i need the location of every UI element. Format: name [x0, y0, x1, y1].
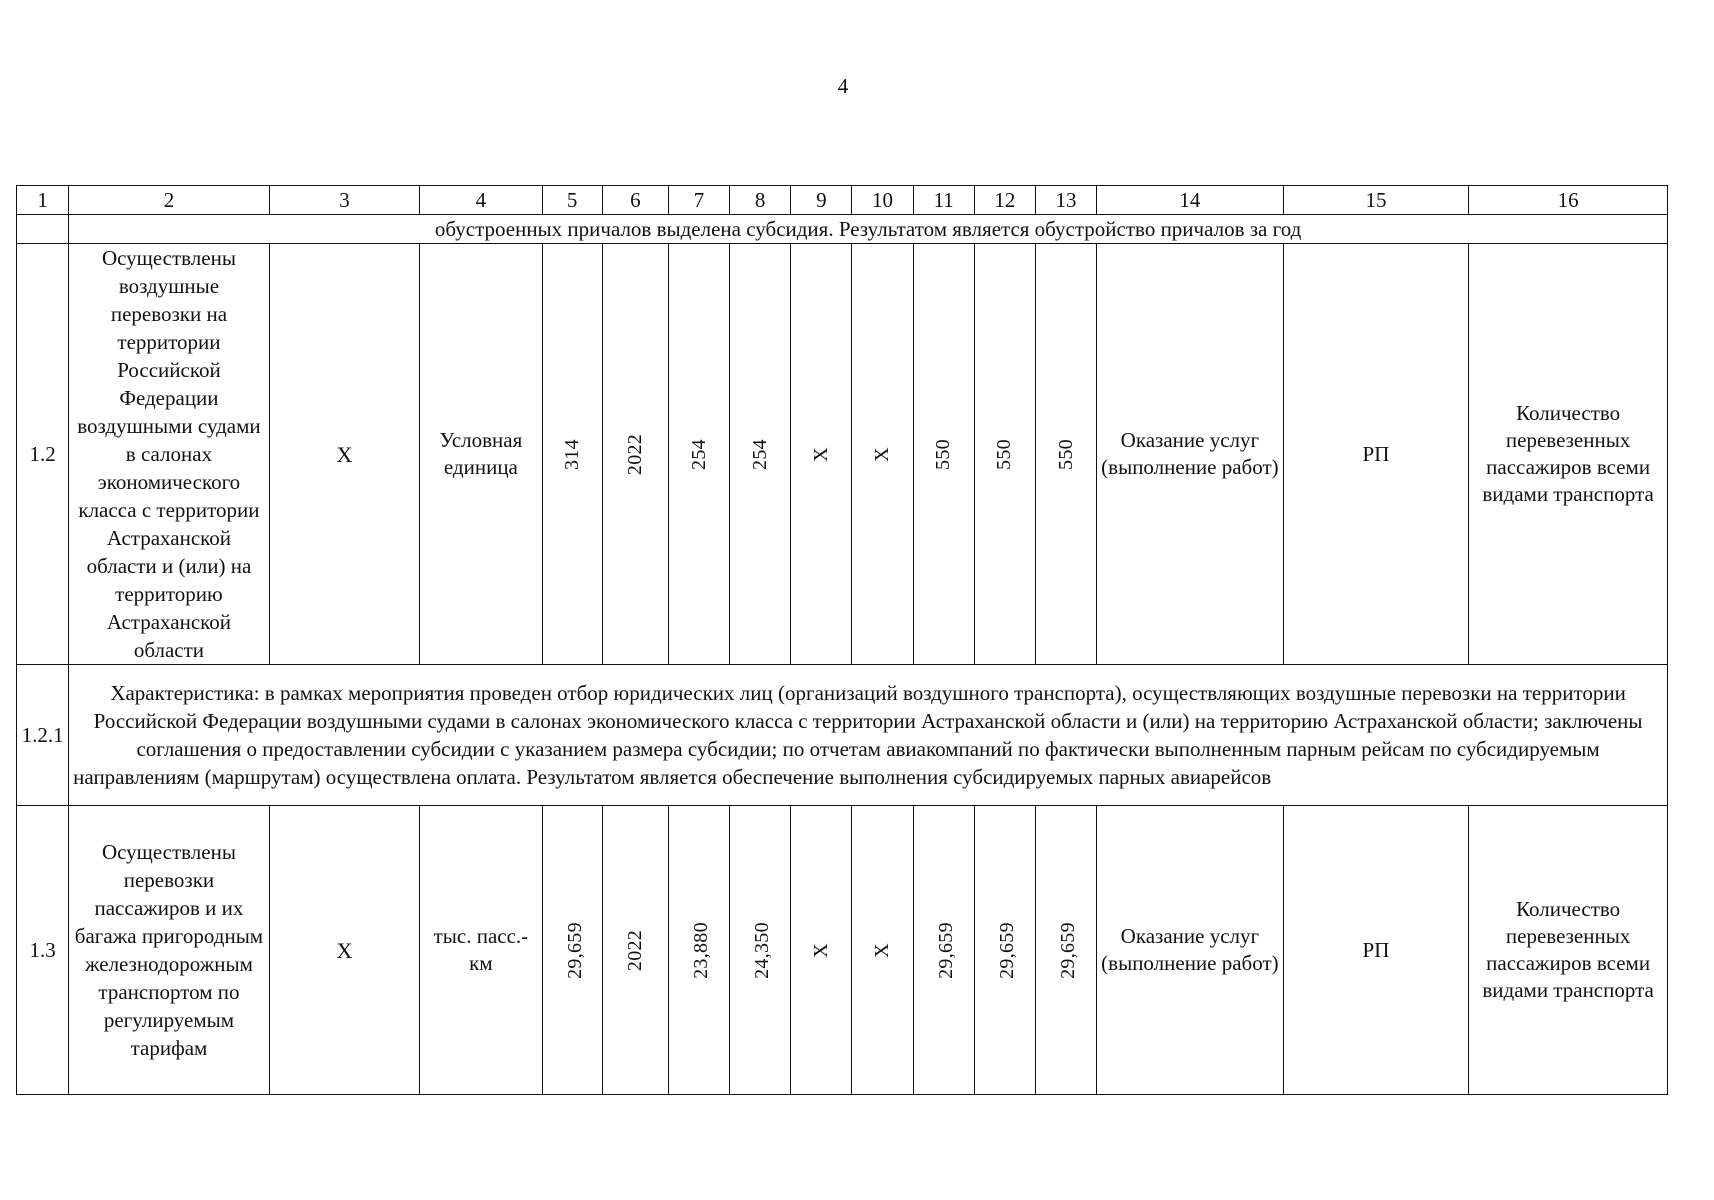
col-num-8: 8: [730, 186, 791, 215]
value-rotated: 254: [748, 439, 771, 470]
value-rotated: X: [871, 447, 894, 462]
cell-col10: [852, 244, 913, 665]
col-num-7: 7: [668, 186, 729, 215]
row-index: 1.2: [17, 244, 69, 665]
value-rotated: X: [809, 447, 832, 462]
continuation-index-cell: [17, 215, 69, 244]
indicator-table: [16, 185, 1668, 1095]
cell-col3: X: [269, 244, 419, 665]
cell-col12: [974, 806, 1035, 1095]
cell-col11: [913, 806, 974, 1095]
cell-col9: [791, 806, 852, 1095]
value-rotated: 2022: [623, 929, 646, 972]
cell-col15: РП: [1283, 244, 1469, 665]
continuation-row: [17, 215, 1668, 244]
value-rotated: 254: [687, 439, 710, 470]
cell-col14: Оказание услуг (выполнение работ): [1097, 806, 1284, 1095]
col-num-3: 3: [269, 186, 419, 215]
cell-col7: [668, 806, 729, 1095]
cell-col16: Количество перевезенных пассажиров всеми видами транспорта: [1469, 244, 1668, 665]
row-index: 1.2.1: [17, 665, 69, 806]
cell-col13: [1035, 806, 1096, 1095]
cell-col5: [542, 244, 602, 665]
value-rotated: X: [871, 943, 894, 958]
value-rotated: 314: [560, 439, 583, 470]
cell-col8: [730, 806, 791, 1095]
value-rotated: 29,659: [995, 922, 1018, 979]
cell-col8: [730, 244, 791, 665]
cell-col7: [668, 244, 729, 665]
value-rotated: 23,880: [689, 922, 712, 979]
value-rotated: 550: [932, 439, 955, 470]
column-number-row: [17, 186, 1668, 215]
cell-col9: [791, 244, 852, 665]
cell-col11: [913, 244, 974, 665]
continuation-text: обустроенных причалов выделена субсидия. Результатом является обустройство причалов за год: [69, 215, 1668, 244]
col-num-12: 12: [974, 186, 1035, 215]
cell-col16: Количество перевезенных пассажиров всеми видами транспорта: [1469, 806, 1668, 1095]
col-num-14: 14: [1097, 186, 1284, 215]
row-index: 1.3: [17, 806, 69, 1095]
col-num-9: 9: [791, 186, 852, 215]
table-row: [17, 244, 1668, 665]
value-rotated: 24,350: [751, 922, 773, 979]
cell-col10: [852, 806, 913, 1095]
col-num-15: 15: [1283, 186, 1469, 215]
col-num-6: 6: [602, 186, 668, 215]
cell-col13: [1035, 244, 1096, 665]
value-rotated: 550: [1054, 439, 1077, 470]
value-rotated: X: [809, 943, 832, 958]
cell-col3: X: [269, 806, 419, 1095]
col-num-4: 4: [420, 186, 542, 215]
characteristic-text: Характеристика: в рамках мероприятия проведен отбор юридических лиц (организаций воздушного транспорта), осуществляющих воздушные перевозки на территории Российской Федерации воздушными судами в салонах экономического класса с территории Астраханской области и (или) на территорию Астраханской области; заключены соглашения о предоставлении субсидии с указанием размера субсидии; по отчетам авиакомпаний по фактически выполненным парным рейсам по субсидируемым направлениям (маршрутам) осуществлена оплата. Результатом является обеспечение выполнения субсидируемых парных авиарейсов: [69, 665, 1668, 806]
cell-col15: РП: [1283, 806, 1469, 1095]
page-number: 4: [837, 74, 849, 98]
cell-col6: [602, 244, 668, 665]
col-num-16: 16: [1469, 186, 1668, 215]
col-num-11: 11: [913, 186, 974, 215]
col-num-5: 5: [542, 186, 602, 215]
value-rotated: 2022: [623, 433, 646, 476]
unit-of-measure: тыс. пасс.-км: [420, 806, 542, 1095]
cell-col12: [974, 244, 1035, 665]
cell-col5: [542, 806, 602, 1095]
cell-col6: [602, 806, 668, 1095]
col-num-2: 2: [69, 186, 270, 215]
col-num-10: 10: [852, 186, 913, 215]
indicator-name: Осуществлены перевозки пассажиров и их багажа пригородным железнодорожным транспортом по регулируемым тарифам: [69, 806, 270, 1095]
col-num-1: 1: [17, 186, 69, 215]
value-rotated: 29,659: [1056, 922, 1079, 979]
indicator-name: Осуществлены воздушные перевозки на территории Российской Федерации воздушными судами в салонах экономического класса с территории Астраханской области и (или) на территорию Астраханской области: [69, 244, 270, 665]
table-row: [17, 806, 1668, 1095]
unit-of-measure: Условная единица: [420, 244, 542, 665]
table-row: [17, 665, 1668, 806]
value-rotated: 29,659: [934, 922, 957, 979]
col-num-13: 13: [1035, 186, 1096, 215]
value-rotated: 29,659: [563, 922, 586, 979]
value-rotated: 550: [993, 439, 1016, 470]
cell-col14: Оказание услуг (выполнение работ): [1097, 244, 1284, 665]
